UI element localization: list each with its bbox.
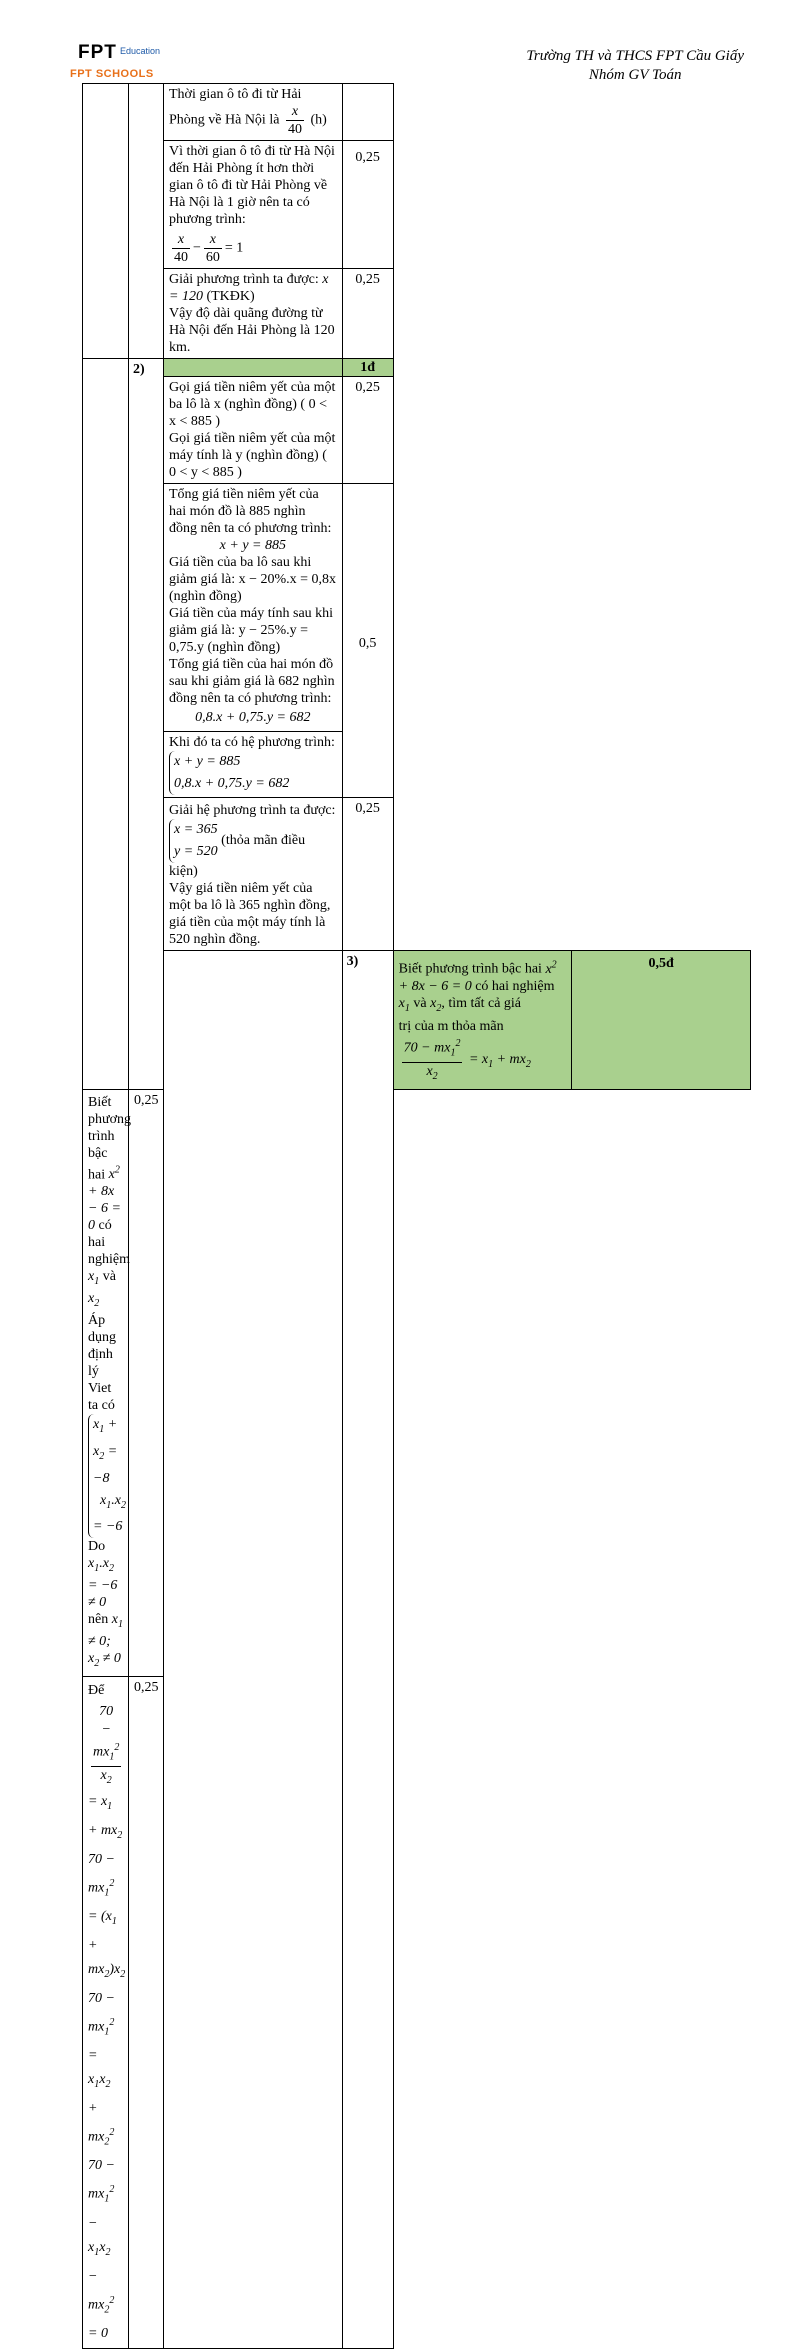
score: 0,5đ (572, 951, 751, 1090)
table-row: Thời gian ô tô đi từ Hải Phòng về Hà Nội là $\frac{x}{40}$ (h) (83, 84, 751, 141)
question-row: 3) Biết phương trình bậc hai $x^2 + 8x - 6 = 0$ có hai nghiệm $x_1$ và $x_2$, tìm tất cả giá trị của m thỏa mãn $\frac{70 - mx_1^2}{x_2}$ = $x_1 + mx_2$ 0,5đ (83, 951, 751, 1090)
row-text: Thời gian ô tô đi từ Hải Phòng về Hà Nội là (169, 87, 302, 128)
table-row: Giải phương trình ta được: x = 120 (TKĐK) Vậy độ dài quãng đường từ Hà Nội đến Hải Phòng là 120 km. 0,25 (83, 269, 751, 359)
table-row: Gọi giá tiền niêm yết của một ba lô là x (nghìn đồng) ( 0 < x < 885 ) Gọi giá tiền niêm yết của một máy tính là y (nghìn đồng) ( 0 < y < 885 ) 0,25 (83, 377, 751, 484)
equation-system: x = 365 y = 520 (169, 819, 218, 863)
score: 0,25 (129, 1089, 164, 1676)
answer-table (82, 83, 751, 2349)
score: 1đ (342, 359, 393, 377)
group-name: Nhóm GV Toán (588, 67, 682, 83)
table-row (83, 141, 751, 269)
question-label: 3) (342, 951, 393, 2349)
table-row: Biết phương trình bậc hai $x^2 + 8x - 6 = 0$ có hai nghiệm $x_1$ và $x_2$ Áp dụng định lý Viet ta có $x_1 + x_2 = -8$ $x_1.x_2 = -6$ Do $x_1.x_2 = -6 \ne 0$ nên $x_1 \ne 0$; $x_2 \ne 0$ 0,25 (83, 1089, 751, 1676)
score: 0,5 (342, 484, 393, 798)
fraction: $\frac{x}{40}$ (287, 104, 302, 137)
table-row: Giải hệ phương trình ta được: x = 365 y = 520 (thỏa mãn điều kiện) Vậy giá tiền niêm yết của một ba lô là 365 nghìn đồng, giá tiền của một máy tính là 520 nghìn đồng. 0,25 (83, 798, 751, 951)
row-text: Vì thời gian ô tô đi từ Hà Nội đến Hải Phòng ít hơn thời gian ô tô đi từ Hải Phòng về Hà Nội là 1 giờ nên ta có phương trình: (169, 144, 335, 227)
fpt-schools-logo (70, 40, 170, 84)
table-row: Tổng giá tiền niêm yết của hai món đồ là 885 nghìn đồng nên ta có phương trình: x + y = 885 Giá tiền của ba lô sau khi giảm giá là: x − 20%.x = 0,8x (nghìn đồng) Giá tiền của máy tính sau khi giảm giá là: y − 25%.y = 0,75.y (nghìn đồng) Tổng giá tiền của hai món đồ sau khi giảm giá là 682 nghìn đồng nên ta có phương trình: 0,8.x + 0,75.y = 682 0,5 (83, 484, 751, 732)
school-name: Trường TH và THCS FPT Cầu Giấy (526, 48, 744, 64)
question-row (83, 359, 751, 377)
logo-schools: FPT SCHOOLS (70, 68, 154, 80)
score: 0,25 (129, 1676, 164, 2348)
equation: $\frac{x}{40}$ − $\frac{x}{60}$ = 1 (174, 232, 244, 265)
equation-system: $x_1 + x_2 = -8$ $x_1.x_2 = -6$ (88, 1414, 126, 1538)
score: 0,25 (342, 141, 393, 269)
logo-brand: FPT (78, 42, 117, 63)
score: 0,25 (342, 798, 393, 951)
logo-education: Education (120, 46, 161, 56)
page-header (526, 47, 744, 85)
score: 0,25 (342, 377, 393, 484)
question-label: 2) (129, 359, 164, 1090)
table-row: Khi đó ta có hệ phương trình: x + y = 885 0,8.x + 0,75.y = 682 (83, 732, 751, 798)
table-row: Để $\frac{70 - mx_1^2}{x_2}$ = $x_1 + mx_2$ $70 - mx_1^2 = (x_1 + mx_2)x_2$ $70 - mx_1^2 = x_1x_2 + mx_2^2$ $70 - mx_1^2 - x_1x_2 - mx_2^2 = 0$ 0,25 (83, 1676, 751, 2348)
score: 0,25 (342, 269, 393, 359)
equation-system: x + y = 885 0,8.x + 0,75.y = 682 (169, 751, 289, 795)
